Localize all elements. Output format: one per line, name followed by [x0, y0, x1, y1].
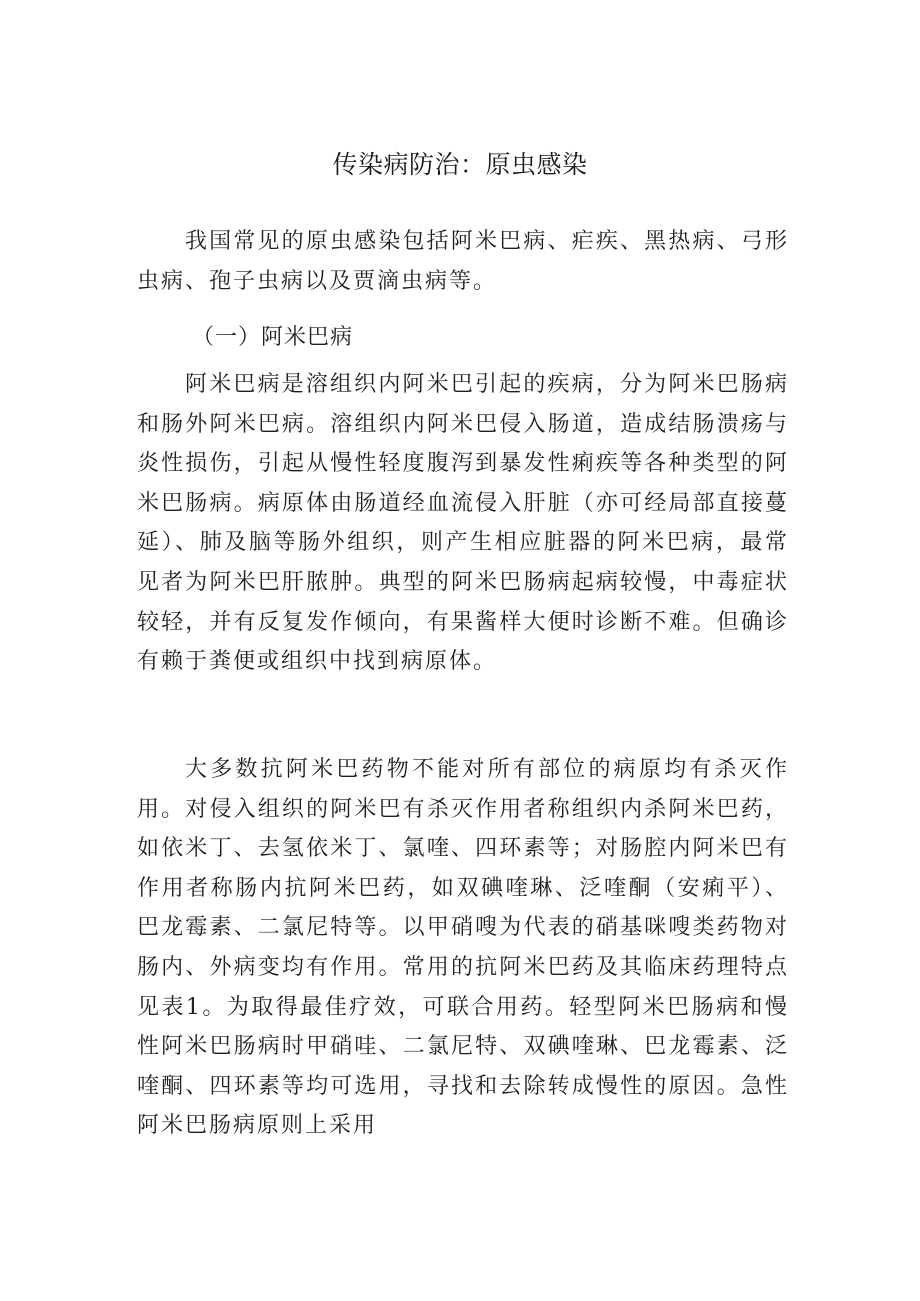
amoeba-treatment-paragraph: 大多数抗阿米巴药物不能对所有部位的病原均有杀灭作用。对侵入组织的阿米巴有杀灭作用者称组织内杀阿米巴药，如依米丁、去氢依米丁、氯喹、四环素等；对肠腔内阿米巴有作用者称肠内抗阿米巴药，如双碘喹琳、泛喹酮（安痢平）、巴龙霉素、二氯尼特等。以甲硝嗖为代表的硝基咪嗖类药物对肠内、外病变均有作用。常用的抗阿米巴药及其临床药理特点见表1。为取得最佳疗效，可联合用药。轻型阿米巴肠病和慢性阿米巴肠病时甲硝哇、二氯尼特、双碘喹琳、巴龙霉素、泛喹酮、四环素等均可选用，寻找和去除转成慢性的原因。急性阿米巴肠病原则上采用: [137, 757, 789, 1139]
document-title: 传染病防治：原虫感染: [332, 150, 588, 179]
intro-paragraph: 我国常见的原虫感染包括阿米巴病、疟疾、黑热病、弓形虫病、孢子虫病以及贾滴虫病等。: [137, 229, 789, 294]
amoeba-description-paragraph: 阿米巴病是溶组织内阿米巴引起的疾病，分为阿米巴肠病和肠外阿米巴病。溶组织内阿米巴侵入肠道，造成结肠溃疡与炎性损伤，引起从慢性轻度腹泻到暴发性痢疾等各种类型的阿米巴肠病。病原体由肠道经血流侵入肝脏（亦可经局部直接蔓延）、肺及脑等肠外组织，则产生相应脏器的阿米巴病，最常见者为阿米巴肝脓肿。典型的阿米巴肠病起病较慢，中毒症状较轻，并有反复发作倾向，有果酱样大便时诊断不难。但确诊有赖于粪便或组织中找到病原体。: [137, 372, 789, 675]
section-heading: （一）阿米巴病: [192, 325, 354, 350]
